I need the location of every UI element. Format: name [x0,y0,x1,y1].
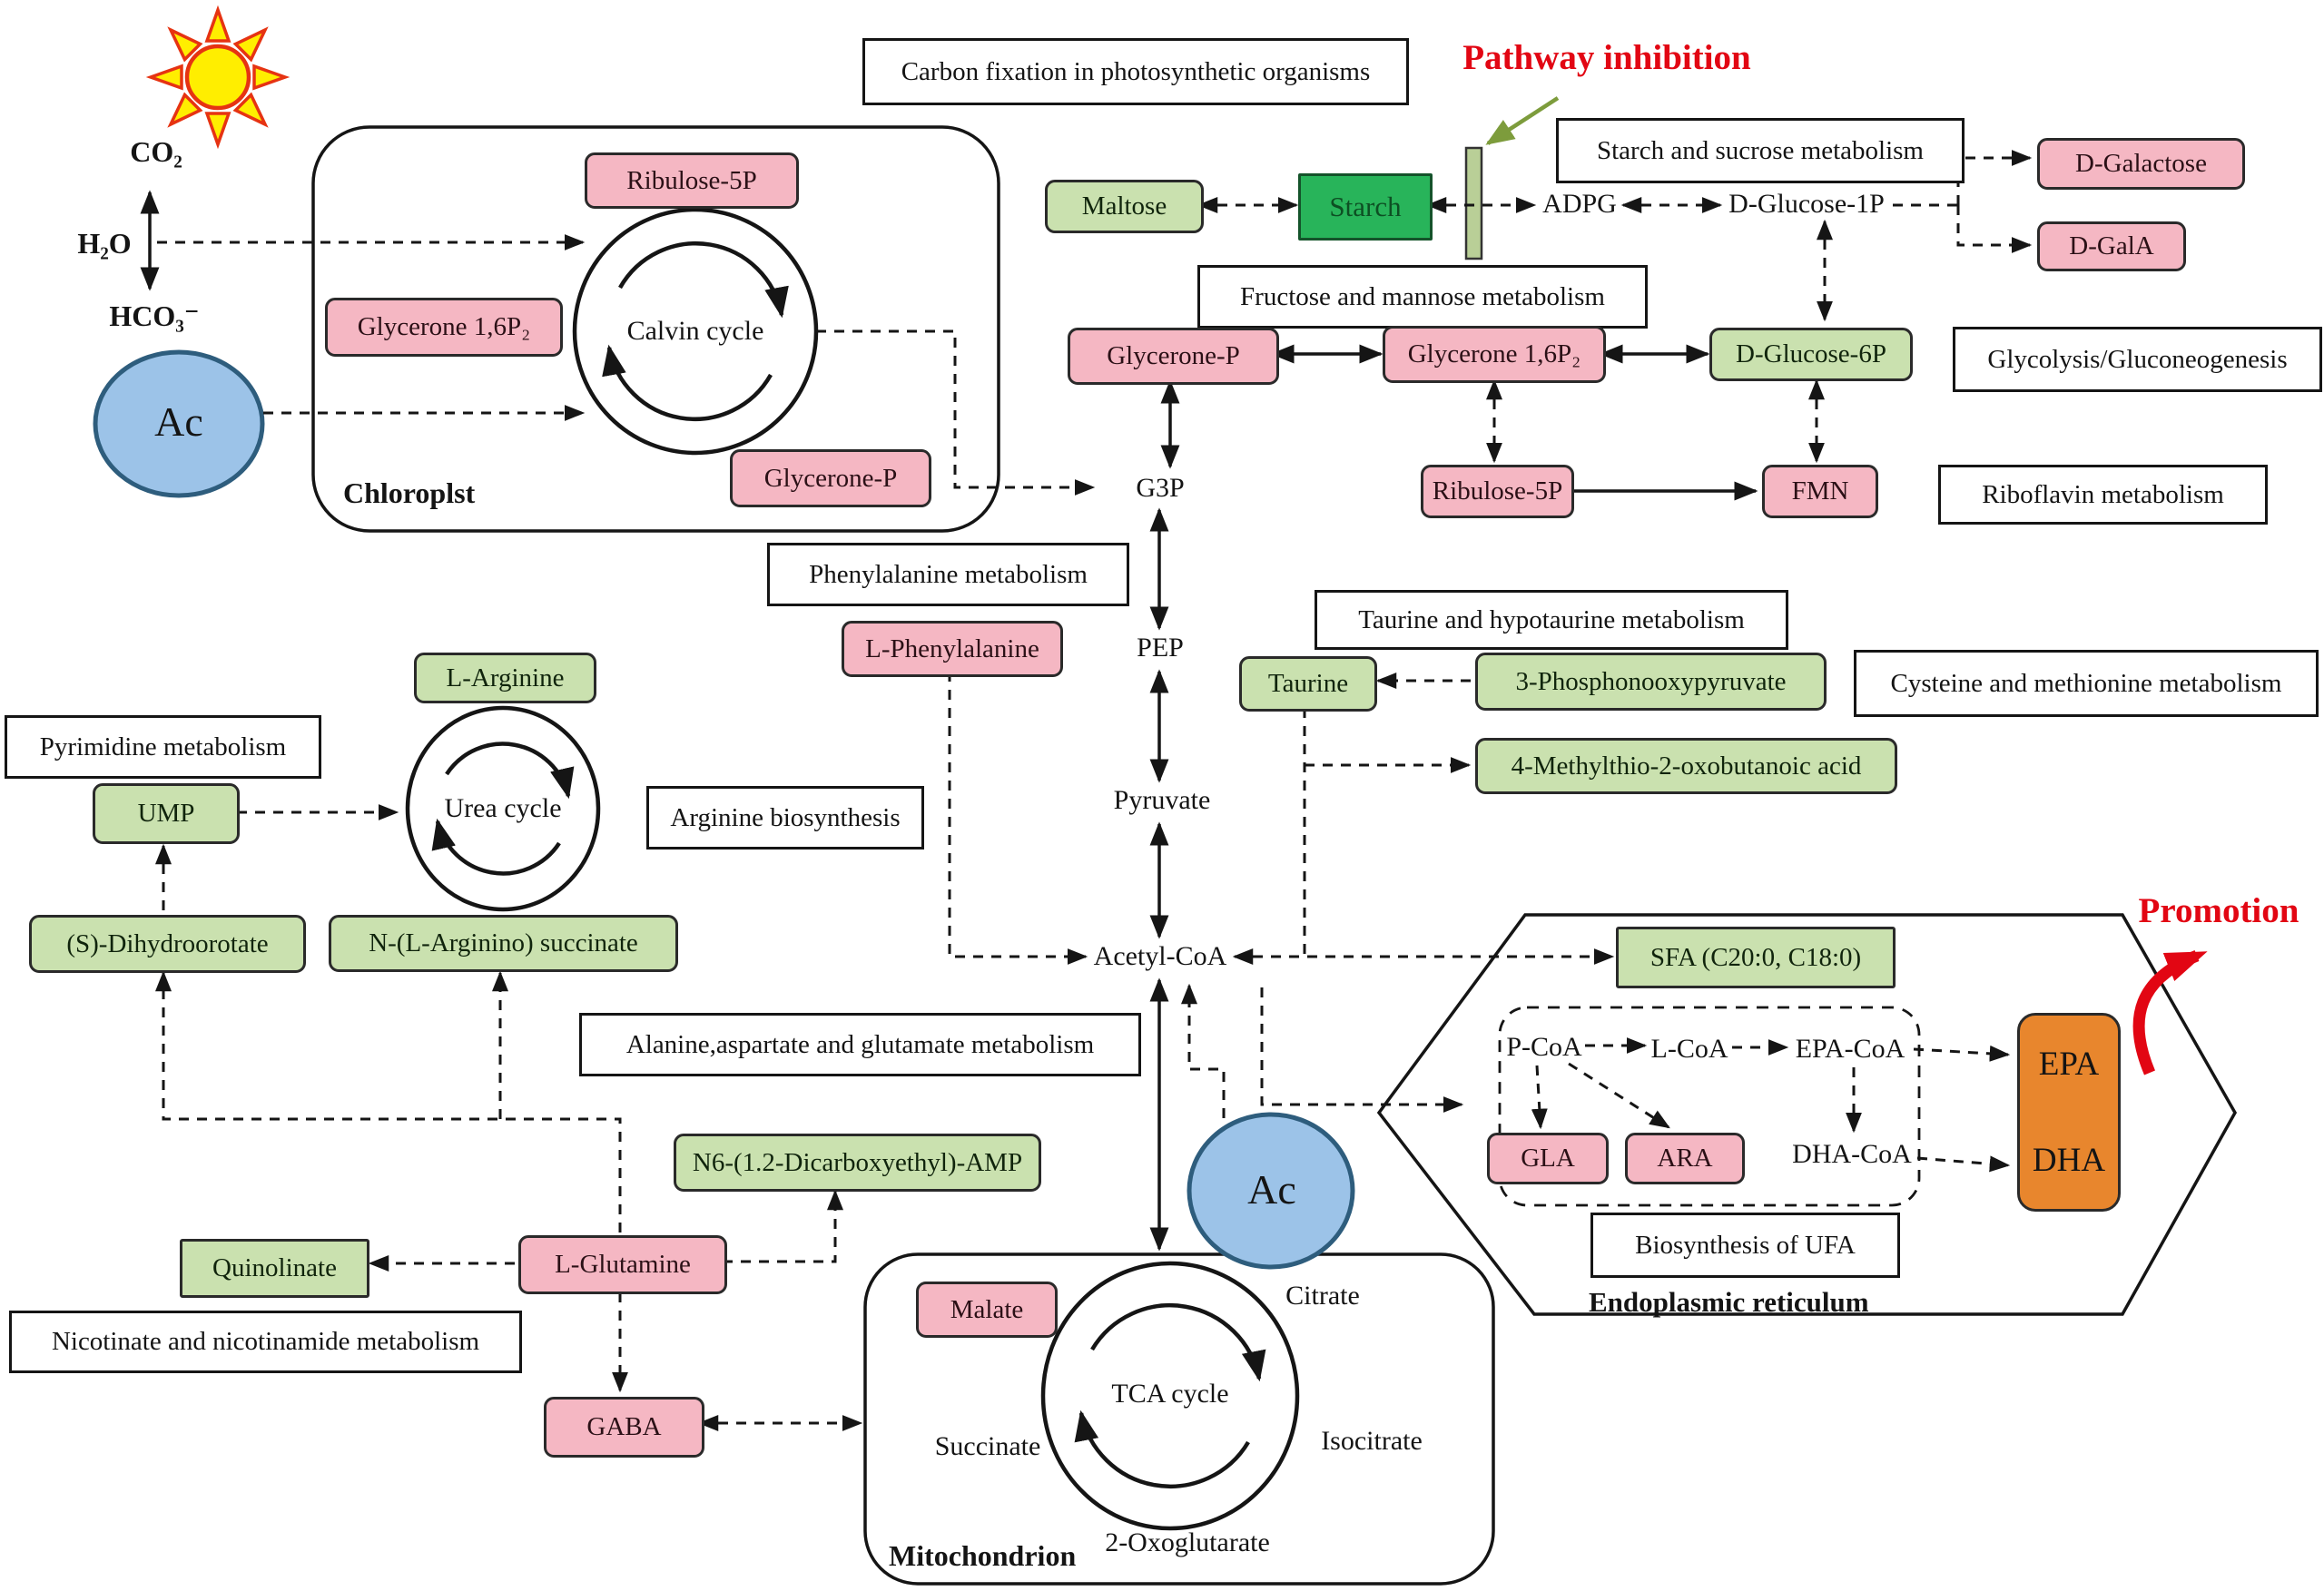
node-4-methylthio: 4-Methylthio-2-oxobutanoic acid [1475,738,1897,794]
node-l-arginine: L-Arginine [414,653,596,703]
inhibition-bar [1466,148,1482,259]
g3p-label: G3P [1136,473,1185,504]
dha-label: DHA [2032,1142,2106,1180]
h2o-label: H₂O [77,227,132,260]
node-glycerone-16p2: Glycerone 1,6P₂ [1383,326,1606,383]
box-starch-sucrose: Starch and sucrose metabolism [1556,118,1965,183]
box-riboflavin: Riboflavin metabolism [1938,465,2268,525]
epa-coa-label: EPA-CoA [1795,1034,1905,1065]
node-n6-dicarboxyethyl-amp: N6-(1.2-Dicarboxyethyl)-AMP [674,1134,1041,1192]
node-ara: ARA [1625,1133,1745,1184]
node-s-dihydroorotate: (S)-Dihydroorotate [29,915,306,973]
p-coa-label: P-CoA [1506,1032,1582,1063]
node-ump: UMP [93,783,240,844]
box-biosynthesis-ufa: Biosynthesis of UFA [1590,1213,1900,1278]
node-glycerone-16p2-chloroplast: Glycerone 1,6P₂ [325,298,563,357]
hco3-label: HCO₃⁻ [109,300,200,333]
node-glycerone-p-chloroplast: Glycerone-P [730,449,931,507]
chloroplast-label: Chloroplst [343,476,476,510]
pathway-inhibition-label: Pathway inhibition [1462,37,1751,77]
l-coa-label: L-CoA [1650,1034,1728,1065]
ac-bottom-label: Ac [1247,1165,1296,1213]
node-d-galactose: D-Galactose [2037,138,2245,190]
box-nicotinate: Nicotinate and nicotinamide metabolism [9,1311,522,1373]
citrate-label: Citrate [1285,1281,1360,1311]
node-3-phosphonooxypyruvate: 3-Phosphonooxypyruvate [1475,653,1827,711]
sun-icon [151,10,285,144]
box-alanine-aspartate: Alanine,aspartate and glutamate metabolism [579,1013,1141,1076]
inhibition-arrow [1488,98,1558,143]
box-glycolysis: Glycolysis/Gluconeogenesis [1953,327,2322,392]
box-cysteine-methionine: Cysteine and methionine metabolism [1854,650,2319,717]
epa-label: EPA [2038,1045,2100,1083]
cycle-rotation-arrows [438,243,1259,1486]
node-epa-dha [2017,1013,2121,1212]
node-malate: Malate [916,1282,1058,1338]
box-fructose-mannose: Fructose and mannose metabolism [1197,265,1648,329]
node-starch: Starch [1298,173,1433,241]
tca-cycle-label: TCA cycle [1111,1379,1229,1409]
node-d-glucose-6p: D-Glucose-6P [1709,328,1913,381]
acetyl-coa-label: Acetyl-CoA [1093,941,1227,972]
node-quinolinate: Quinolinate [180,1239,369,1298]
mitochondrion-label: Mitochondrion [889,1539,1077,1573]
node-fmn: FMN [1762,465,1878,518]
pyruvate-label: Pyruvate [1113,785,1211,816]
node-sfa: SFA (C20:0, C18:0) [1616,927,1896,988]
promotion-label: Promotion [2138,890,2299,930]
dha-coa-label: DHA-CoA [1792,1139,1912,1170]
node-glycerone-p: Glycerone-P [1068,328,1279,385]
node-d-gala: D-GalA [2037,221,2186,271]
endoplasmic-reticulum-label: Endoplasmic reticulum [1589,1285,1869,1318]
co2-label: CO₂ [130,135,182,169]
box-carbon-fixation: Carbon fixation in photosynthetic organisms [862,38,1409,105]
node-l-phenylalanine: L-Phenylalanine [842,621,1063,677]
isocitrate-label: Isocitrate [1321,1426,1423,1457]
node-arginino-succinate: N-(L-Arginino) succinate [329,915,678,972]
ac-left-label: Ac [154,398,203,445]
promotion-arrow [2139,956,2197,1073]
node-gaba: GABA [544,1397,704,1458]
box-phenylalanine: Phenylalanine metabolism [767,543,1129,606]
calvin-cycle-label: Calvin cycle [626,316,764,347]
oxoglutarate-label: 2-Oxoglutarate [1105,1527,1270,1558]
box-pyrimidine: Pyrimidine metabolism [5,715,321,779]
node-ribulose-5p-chloroplast: Ribulose-5P [585,152,799,209]
node-l-glutamine: L-Glutamine [518,1235,727,1294]
succinate-label: Succinate [934,1431,1041,1462]
adpg-label: ADPG [1542,189,1617,220]
node-ribulose-5p: Ribulose-5P [1421,465,1574,518]
node-maltose: Maltose [1045,180,1204,233]
node-gla: GLA [1487,1133,1609,1184]
urea-cycle-label: Urea cycle [444,793,562,824]
d-glucose-1p-label: D-Glucose-1P [1728,189,1885,220]
box-taurine-hypotaurine: Taurine and hypotaurine metabolism [1315,590,1788,650]
box-arginine-biosynthesis: Arginine biosynthesis [646,786,924,850]
node-taurine: Taurine [1239,656,1377,712]
pep-label: PEP [1137,633,1184,663]
